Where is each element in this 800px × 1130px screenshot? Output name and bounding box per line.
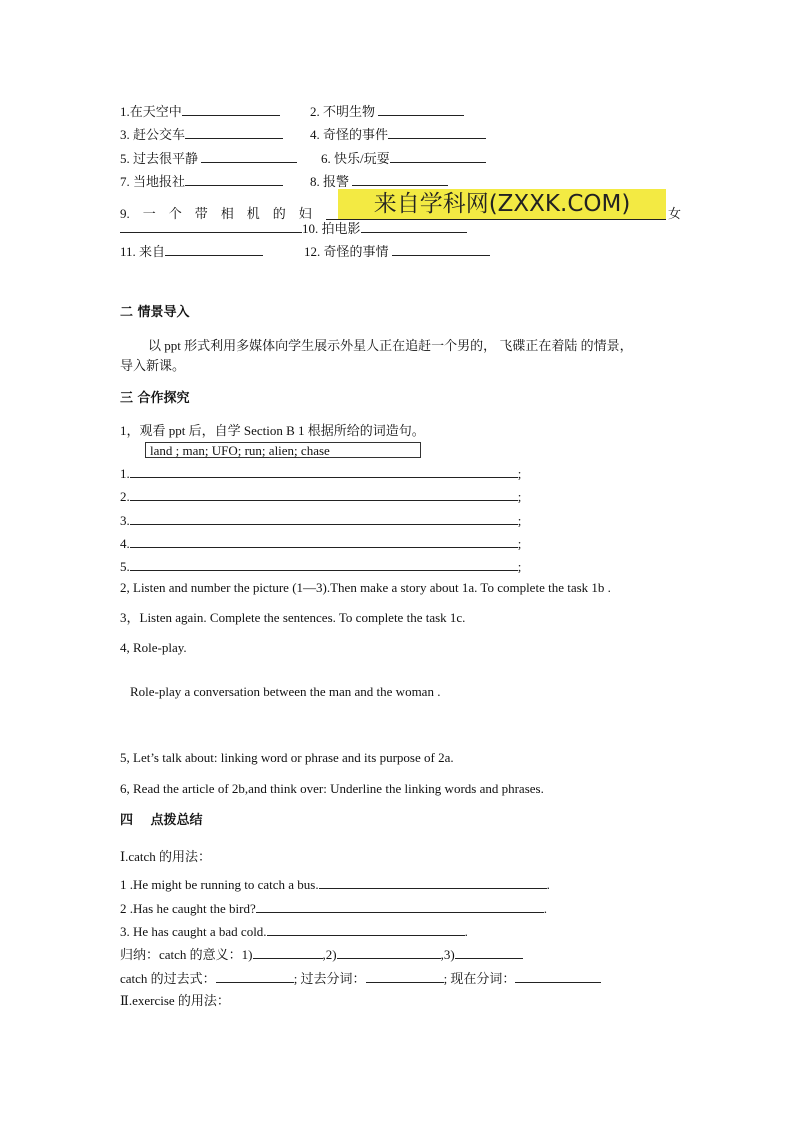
catch-meaning: 归纳：catch 的意义：1) ,2) ,3): [120, 945, 523, 963]
task-1: 1，观看 ppt 后，自学 Section B 1 根据所给的词造句。: [120, 423, 425, 438]
exercise-title: Ⅱ.exercise 的用法：: [120, 993, 230, 1008]
vocab-blank-7[interactable]: [185, 172, 283, 186]
vocab-item-2: 2. 不明生物: [310, 102, 464, 120]
vocab-item-9-tail: 女: [668, 206, 682, 221]
vocab-item-8: 8. 报警: [310, 172, 448, 190]
sentence-line-3[interactable]: 3. ;: [120, 513, 522, 528]
sentence-line-1[interactable]: 1. ;: [120, 466, 522, 481]
vocab-item-1: 1.在天空中: [120, 102, 280, 120]
catch-title: Ⅰ.catch 的用法：: [120, 849, 212, 864]
catch-example-1: 1 .He might be running to catch a bus. .: [120, 877, 550, 892]
vocab-item-4: 4. 奇怪的事件: [310, 125, 486, 143]
section2-line-1: 以 ppt 形式利用多媒体向学生展示外星人正在追赶一个男的， 飞碟正在着陆 的情景，: [148, 338, 633, 353]
vocab-blank-12[interactable]: [392, 242, 490, 256]
task-5: 5, Let’s talk about: linking word or phrase and its purpose of 2a.: [120, 750, 454, 765]
catch-blank-2[interactable]: [256, 899, 544, 913]
vocab-item-7: 7. 当地报社: [120, 172, 283, 190]
catch-blank-1[interactable]: [319, 875, 547, 889]
catch-forms: catch 的过去式： ; 过去分词： ; 现在分词：: [120, 969, 601, 987]
vocab-blank-3[interactable]: [185, 125, 283, 139]
vocab-item-10: 10. 拍电影: [120, 219, 467, 237]
vocab-blank-1[interactable]: [182, 102, 280, 116]
catch-blank-3[interactable]: [267, 922, 465, 936]
vocab-item-12: 12. 奇怪的事情: [304, 242, 490, 260]
vocab-blank-9b[interactable]: [120, 219, 302, 233]
catch-example-2: 2 .Has he caught the bird? .: [120, 901, 547, 916]
meaning-blank-2[interactable]: [337, 945, 441, 959]
vocab-blank-2[interactable]: [378, 102, 464, 116]
section-heading-2: 二 情景导入: [120, 305, 190, 320]
vocab-item-3: 3. 赶公交车: [120, 125, 283, 143]
meaning-blank-1[interactable]: [253, 945, 323, 959]
task-2: 2, Listen and number the picture (1—3).Then make a story about 1a. To complete the task 1b .: [120, 580, 611, 595]
sentence-line-2[interactable]: 2. ;: [120, 489, 522, 504]
sentence-line-5[interactable]: 5. ;: [120, 559, 522, 574]
watermark-logo: 来自学科网(ZXXK.COM): [338, 189, 666, 219]
vocab-item-9: 9. 一 个 带 相 机 的 妇: [120, 206, 312, 221]
vocab-blank-5[interactable]: [201, 149, 297, 163]
catch-example-3: 3. He has caught a bad cold. .: [120, 924, 468, 939]
section2-line-2: 导入新课。: [120, 358, 186, 373]
task-4: 4, Role-play.: [120, 640, 187, 655]
section-heading-3: 三 合作探究: [120, 391, 190, 406]
vocab-item-11: 11. 来自: [120, 242, 263, 260]
task-6: 6, Read the article of 2b,and think over: Underline the linking words and phrases.: [120, 781, 544, 796]
present-participle-blank[interactable]: [515, 969, 601, 983]
meaning-blank-3[interactable]: [455, 945, 523, 959]
vocab-blank-8[interactable]: [352, 172, 448, 186]
sentence-line-4[interactable]: 4. ;: [120, 536, 522, 551]
vocab-blank-10[interactable]: [361, 219, 467, 233]
section-heading-4: 四 点拨总结: [120, 813, 203, 828]
task-4-detail: Role-play a conversation between the man and the woman .: [130, 684, 441, 699]
task-3: 3，Listen again. Complete the sentences. To complete the task 1c.: [120, 610, 466, 625]
vocab-blank-11[interactable]: [165, 242, 263, 256]
word-box: land ; man; UFO; run; alien; chase: [145, 442, 421, 458]
vocab-item-5: 5. 过去很平静: [120, 149, 297, 167]
vocab-item-6: 6. 快乐/玩耍: [321, 149, 486, 167]
vocab-blank-6[interactable]: [390, 149, 486, 163]
vocab-blank-4[interactable]: [388, 125, 486, 139]
past-tense-blank[interactable]: [216, 969, 294, 983]
past-participle-blank[interactable]: [366, 969, 444, 983]
